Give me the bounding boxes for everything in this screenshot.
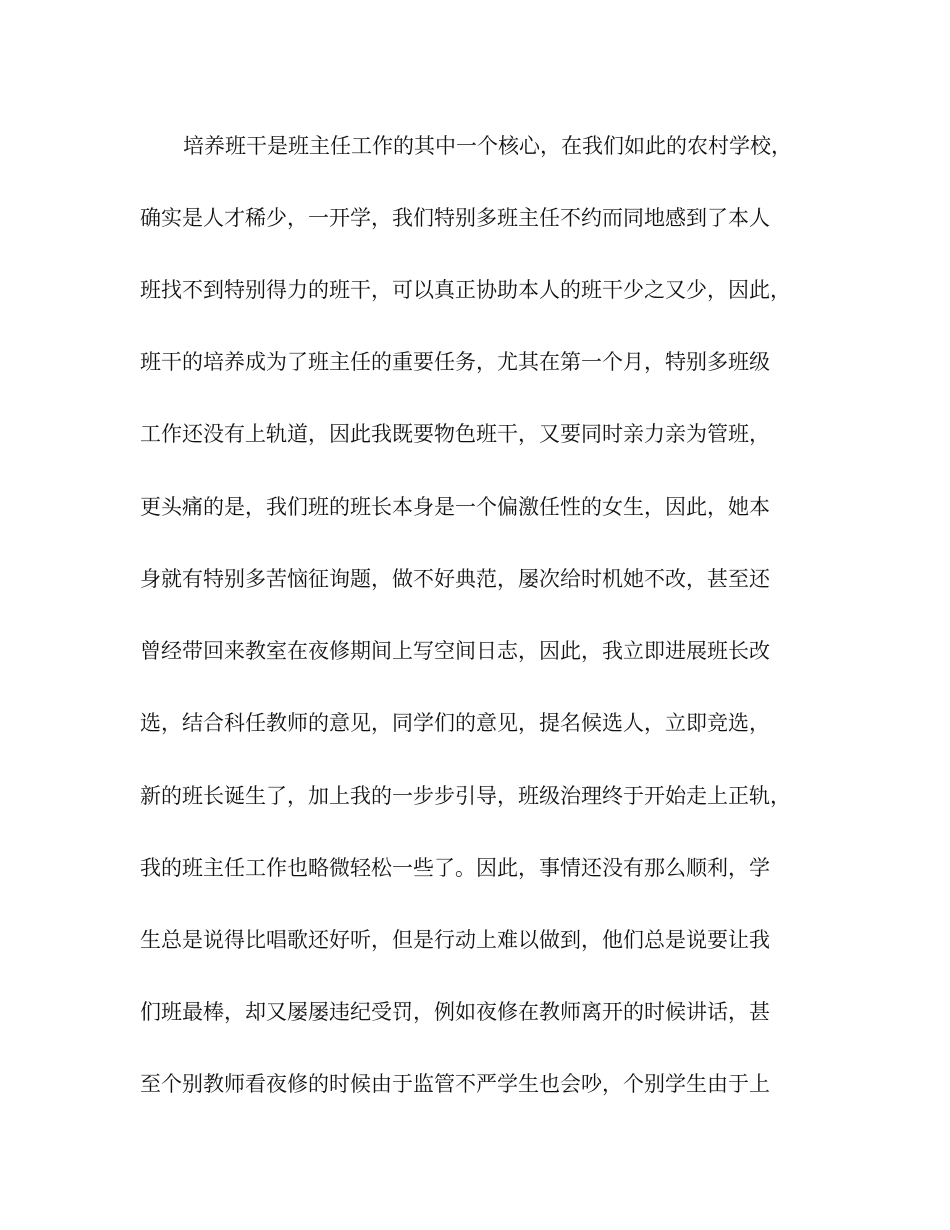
text-line-10: 新的班长诞生了，加上我的一步步引导，班级治理终于开始走上正轨， — [140, 784, 791, 808]
text-line-11: 我的班主任工作也略微轻松一些了。因此，事情还没有那么顺利，学 — [140, 856, 770, 880]
text-line-8: 曾经带回来教室在夜修期间上写空间日志，因此，我立即进展班长改 — [140, 639, 770, 663]
text-line-9: 选，结合科任教师的意见，同学们的意见，提名候选人，立即竞选， — [140, 711, 770, 735]
text-line-4: 班干的培养成为了班主任的重要任务，尤其在第一个月，特别多班级 — [140, 350, 770, 374]
text-line-3: 班找不到特别得力的班干，可以真正协助本人的班干少之又少，因此， — [140, 278, 791, 302]
text-line-1: 培养班干是班主任工作的其中一个核心，在我们如此的农村学校， — [183, 134, 792, 158]
text-line-2: 确实是人才稀少，一开学，我们特别多班主任不约而同地感到了本人 — [140, 206, 770, 230]
text-line-6: 更头痛的是，我们班的班长本身是一个偏激任性的女生，因此，她本 — [140, 495, 770, 519]
text-line-7: 身就有特别多苦恼征询题，做不好典范，屡次给时机她不改，甚至还 — [140, 567, 770, 591]
text-line-13: 们班最棒，却又屡屡违纪受罚，例如夜修在教师离开的时候讲话，甚 — [140, 1000, 770, 1024]
text-line-5: 工作还没有上轨道，因此我既要物色班干，又要同时亲力亲为管班， — [140, 422, 770, 446]
text-line-12: 生总是说得比唱歌还好听，但是行动上难以做到，他们总是说要让我 — [140, 928, 770, 952]
text-line-14: 至个别教师看夜修的时候由于监管不严学生也会吵，个别学生由于上 — [140, 1072, 770, 1096]
